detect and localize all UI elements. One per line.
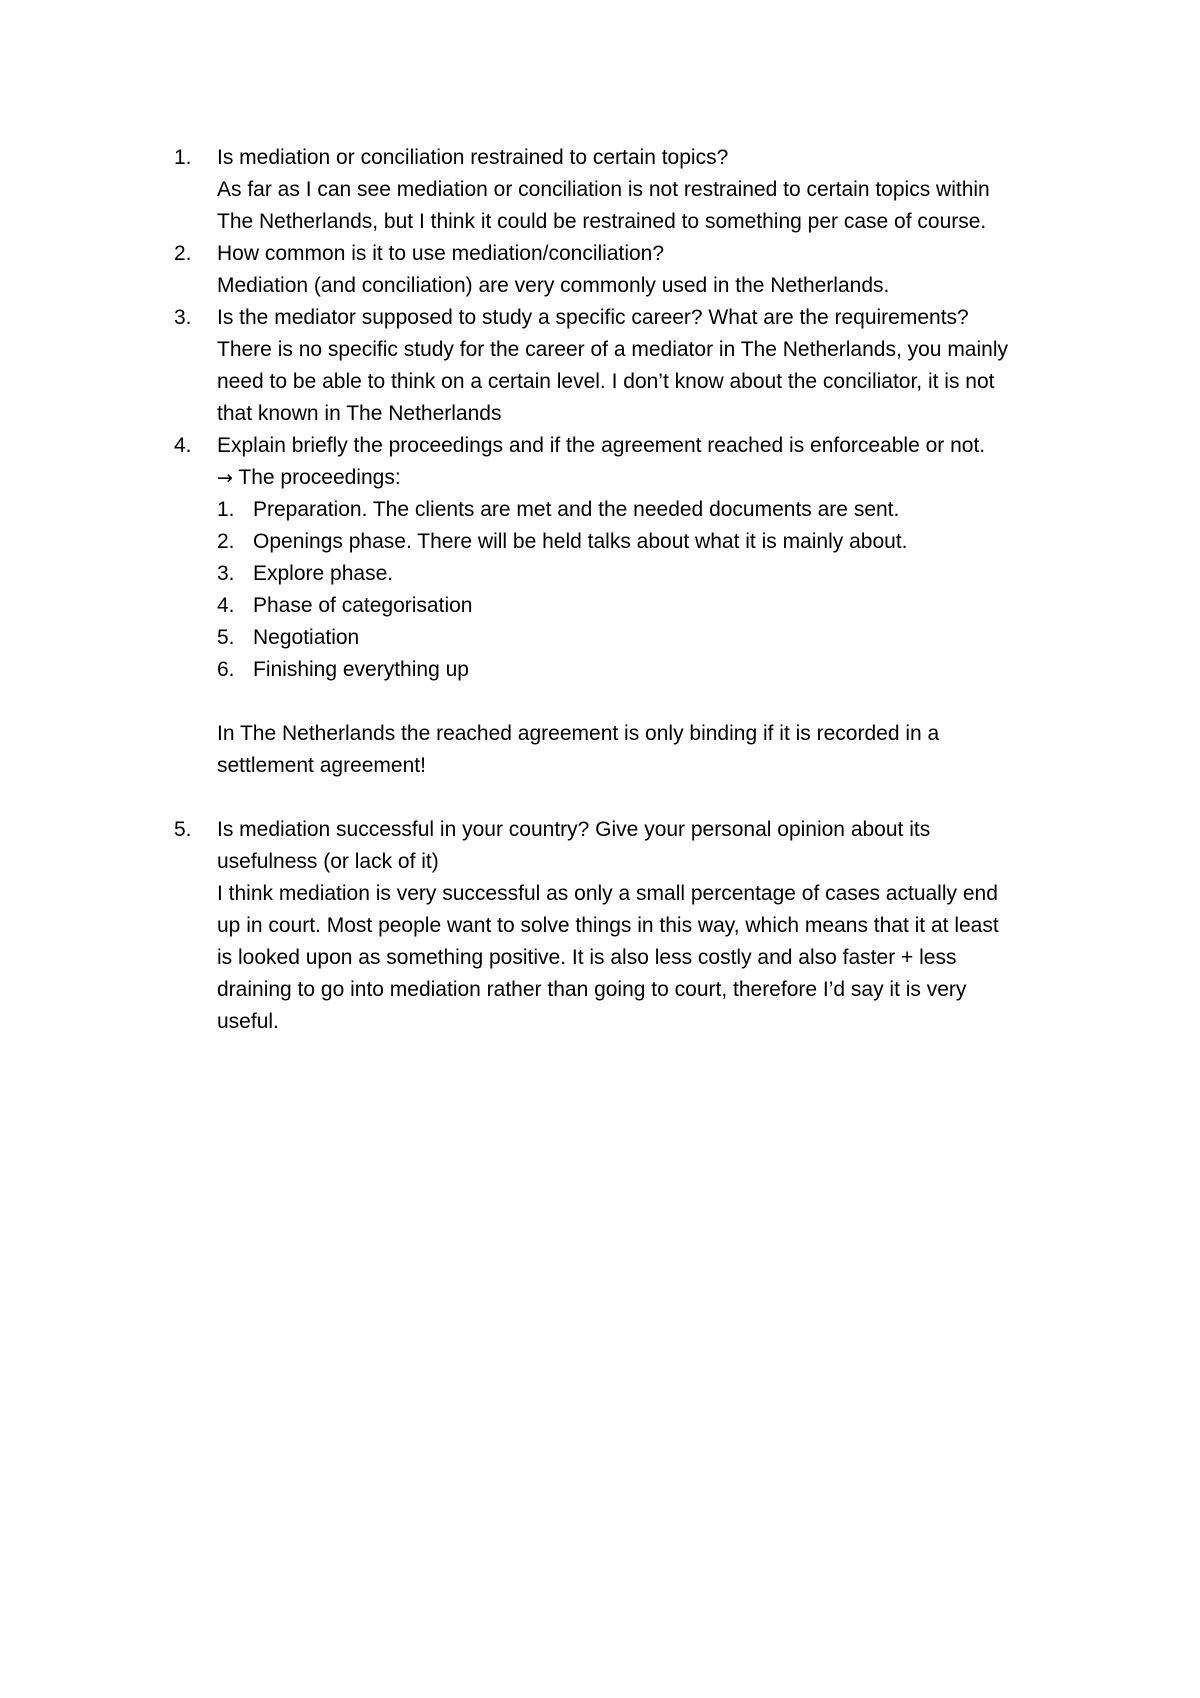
question-text: Is mediation or conciliation restrained to certain topics? (217, 146, 729, 169)
proceedings-step (217, 558, 1074, 590)
proceedings-steps (217, 494, 1074, 686)
step-number: 4. (217, 594, 235, 617)
step-number: 3. (217, 562, 235, 585)
proceedings-step (217, 590, 1074, 622)
proceedings-heading (217, 462, 1074, 494)
proceedings-step (217, 526, 1074, 558)
question-text: Is the mediator supposed to study a specific career? What are the requirements? (217, 306, 969, 329)
question-2 (174, 238, 1074, 302)
question-number: 4. (174, 434, 192, 457)
answer-line: need to be able to think on a certain level. I don’t know about the conciliator, it is not (217, 370, 995, 393)
question-text: usefulness (or lack of it) (217, 850, 439, 873)
arrow-right-icon: → (217, 467, 233, 489)
spacer (217, 782, 1074, 814)
answer-line: The Netherlands, but I think it could be restrained to something per case of course. (217, 210, 987, 233)
answer-line: draining to go into mediation rather than going to court, therefore I’d say it is very (217, 978, 967, 1001)
step-text: Negotiation (253, 626, 360, 649)
question-number: 3. (174, 306, 192, 329)
step-number: 1. (217, 498, 235, 521)
spacer (217, 686, 1074, 718)
question-5 (174, 814, 1074, 1038)
answer-line: I think mediation is very successful as only a small percentage of cases actually end (217, 882, 998, 905)
question-3 (174, 302, 1074, 430)
proceedings-heading-text: The proceedings: (238, 466, 401, 489)
answer-line: Mediation (and conciliation) are very commonly used in the Netherlands. (217, 274, 890, 297)
step-text: Preparation. The clients are met and the needed documents are sent. (253, 498, 900, 521)
answer-line: settlement agreement! (217, 754, 426, 777)
proceedings-step (217, 494, 1074, 526)
answer-line: In The Netherlands the reached agreement is only binding if it is recorded in a (217, 722, 940, 745)
step-number: 5. (217, 626, 235, 649)
step-number: 6. (217, 658, 235, 681)
answer-line: up in court. Most people want to solve things in this way, which means that it at least (217, 914, 999, 937)
question-number: 1. (174, 146, 192, 169)
answer-line: useful. (217, 1010, 279, 1033)
answer-line: There is no specific study for the career of a mediator in The Netherlands, you mainly (217, 338, 1008, 361)
question-number: 5. (174, 818, 192, 841)
step-text: Finishing everything up (253, 658, 469, 681)
question-text: Explain briefly the proceedings and if the agreement reached is enforceable or not. (217, 434, 986, 457)
step-text: Explore phase. (253, 562, 394, 585)
question-text: How common is it to use mediation/conciliation? (217, 242, 665, 265)
question-1 (174, 142, 1074, 238)
step-number: 2. (217, 530, 235, 553)
answer-line: As far as I can see mediation or conciliation is not restrained to certain topics within (217, 178, 990, 201)
question-number: 2. (174, 242, 192, 265)
question-4 (174, 430, 1074, 814)
document-body (174, 142, 1074, 1038)
question-text: Is mediation successful in your country? Give your personal opinion about its (217, 818, 931, 841)
answer-line: that known in The Netherlands (217, 402, 502, 425)
proceedings-step (217, 654, 1074, 686)
proceedings-step (217, 622, 1074, 654)
answer-line: is looked upon as something positive. It is also less costly and also faster + less (217, 946, 957, 969)
step-text: Phase of categorisation (253, 594, 473, 617)
step-text: Openings phase. There will be held talks about what it is mainly about. (253, 530, 908, 553)
